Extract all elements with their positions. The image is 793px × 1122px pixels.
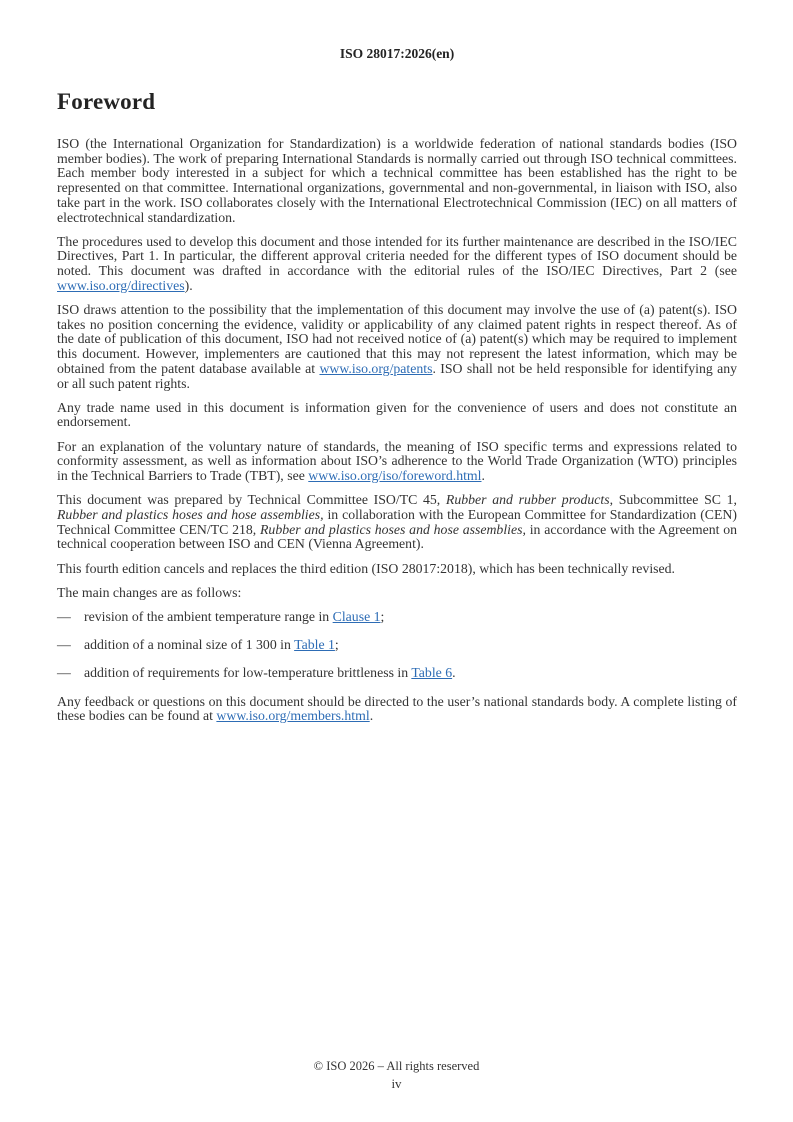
text-run: The procedures used to develop this document and those intended for its further maintenance are described in the ISO/IEC Directives, Part 1. In particular, the different approval criteria needed for the different types of ISO document should be noted. This document was drafted in accordance with the editorial rules of the ISO/IEC Directives, Part 2 (see xyxy=(57,233,737,279)
paragraph xyxy=(57,493,737,552)
text-run: This fourth edition cancels and replaces the third edition (ISO 28017:2018), which has been technically revised. xyxy=(57,560,675,576)
italic-text-run: Rubber and rubber products xyxy=(445,492,610,508)
list-item-text xyxy=(84,666,737,681)
text-run: , Subcommittee SC 1, xyxy=(609,492,737,508)
document-reference-header: ISO 28017:2026(en) xyxy=(339,46,455,61)
list-item-text xyxy=(84,638,737,653)
text-run: in accordance with the Agreement on technical cooperation between ISO and CEN (Vienna Agreement). xyxy=(57,521,737,552)
text-run: revision of the ambient temperature range in xyxy=(84,608,333,624)
text-run: in collaboration with the European Committee for Standardization (CEN) Technical Committee CEN/TC 218, xyxy=(57,506,737,537)
italic-text-run: Rubber and plastics hoses and hose assemblies, xyxy=(260,521,526,537)
list-item xyxy=(57,666,737,681)
text-run: Any feedback or questions on this document should be directed to the user’s national standards body. A complete listing of these bodies can be found at xyxy=(57,693,737,724)
text-run: ISO draws attention to the possibility that the implementation of this document may involve the use of (a) patent(s). ISO takes no position concerning the evidence, validity or applicability of any claimed patent rights in respect thereof. As of the date of publication of this document, ISO had not received notice of (a) patent(s) which may be required to implement this document. However, implementers are cautioned that this may not represent the latest information, which may be obtained from the patent database available at xyxy=(57,302,737,376)
link-table-1[interactable]: Table 1 xyxy=(294,637,335,653)
paragraph xyxy=(57,586,737,601)
foreword-paragraphs xyxy=(57,137,737,600)
feedback-paragraph xyxy=(57,695,737,724)
text-run: Any trade name used in this document is information given for the convenience of users and does not constitute an endorsement. xyxy=(57,399,737,430)
paragraph xyxy=(57,235,737,294)
text-run: This document was prepared by Technical Committee ISO/TC 45, xyxy=(57,492,446,508)
page-number: iv xyxy=(391,1076,402,1091)
paragraph xyxy=(57,401,737,430)
list-item-dash-marker: — xyxy=(57,608,71,624)
main-changes-list xyxy=(57,610,737,681)
copyright-notice: © ISO 2026 – All rights reserved xyxy=(313,1059,480,1073)
list-item-dash-marker: — xyxy=(57,637,71,653)
link-clause-1[interactable]: Clause 1 xyxy=(332,608,381,624)
link-www-iso-org-directives[interactable]: www.iso.org/directives xyxy=(57,277,185,293)
list-item xyxy=(57,638,737,653)
paragraph xyxy=(57,440,737,484)
text-run: . xyxy=(481,468,485,484)
text-run: ; xyxy=(334,637,339,653)
text-run: addition of requirements for low-temperature brittleness in xyxy=(84,665,412,681)
text-run: addition of a nominal size of 1 300 in xyxy=(84,637,295,653)
text-run: ISO (the International Organization for Standardization) is a worldwide federation of national standards bodies (ISO member bodies). The work of preparing International Standards is normally carried out through ISO technical committees. Each member body interested in a subject for which a technical committee has been established has the right to be represented on that committee. International organizations, governmental and non-governmental, in liaison with ISO, also take part in the work. ISO collaborates closely with the International Electrotechnical Commission (IEC) on all matters of electrotechnical standardization. xyxy=(57,136,737,225)
paragraph xyxy=(57,562,737,577)
paragraph xyxy=(57,137,737,225)
text-run: . xyxy=(452,665,456,681)
paragraph xyxy=(57,303,737,391)
text-run: The main changes are as follows: xyxy=(57,584,242,600)
link-table-6[interactable]: Table 6 xyxy=(411,665,453,681)
text-run: . ISO shall not be held responsible for identifying any or all such patent rights. xyxy=(57,360,737,391)
page-footer xyxy=(0,1059,793,1091)
text-run: . xyxy=(369,708,374,724)
closing-paragraph-container xyxy=(57,695,737,724)
list-item-text xyxy=(84,610,737,625)
link-www-iso-org-patents[interactable]: www.iso.org/patents xyxy=(319,360,433,376)
italic-text-run: Rubber and plastics hoses and hose assemblies, xyxy=(57,506,324,522)
link-www-iso-org-iso-foreword-html[interactable]: www.iso.org/iso/foreword.html xyxy=(308,468,482,484)
list-item-dash-marker: — xyxy=(57,665,71,681)
text-run: ; xyxy=(380,608,385,624)
page-title: Foreword xyxy=(57,89,156,114)
link-www-iso-org-members-html[interactable]: www.iso.org/members.html xyxy=(216,708,370,724)
text-run: For an explanation of the voluntary nature of standards, the meaning of ISO specific terms and expressions related to conformity assessment, as well as information about ISO’s adherence to the World Trade Organization (WTO) principles in the Technical Barriers to Trade (TBT), see xyxy=(57,438,737,484)
text-run: ). xyxy=(184,277,193,293)
list-item xyxy=(57,610,737,625)
